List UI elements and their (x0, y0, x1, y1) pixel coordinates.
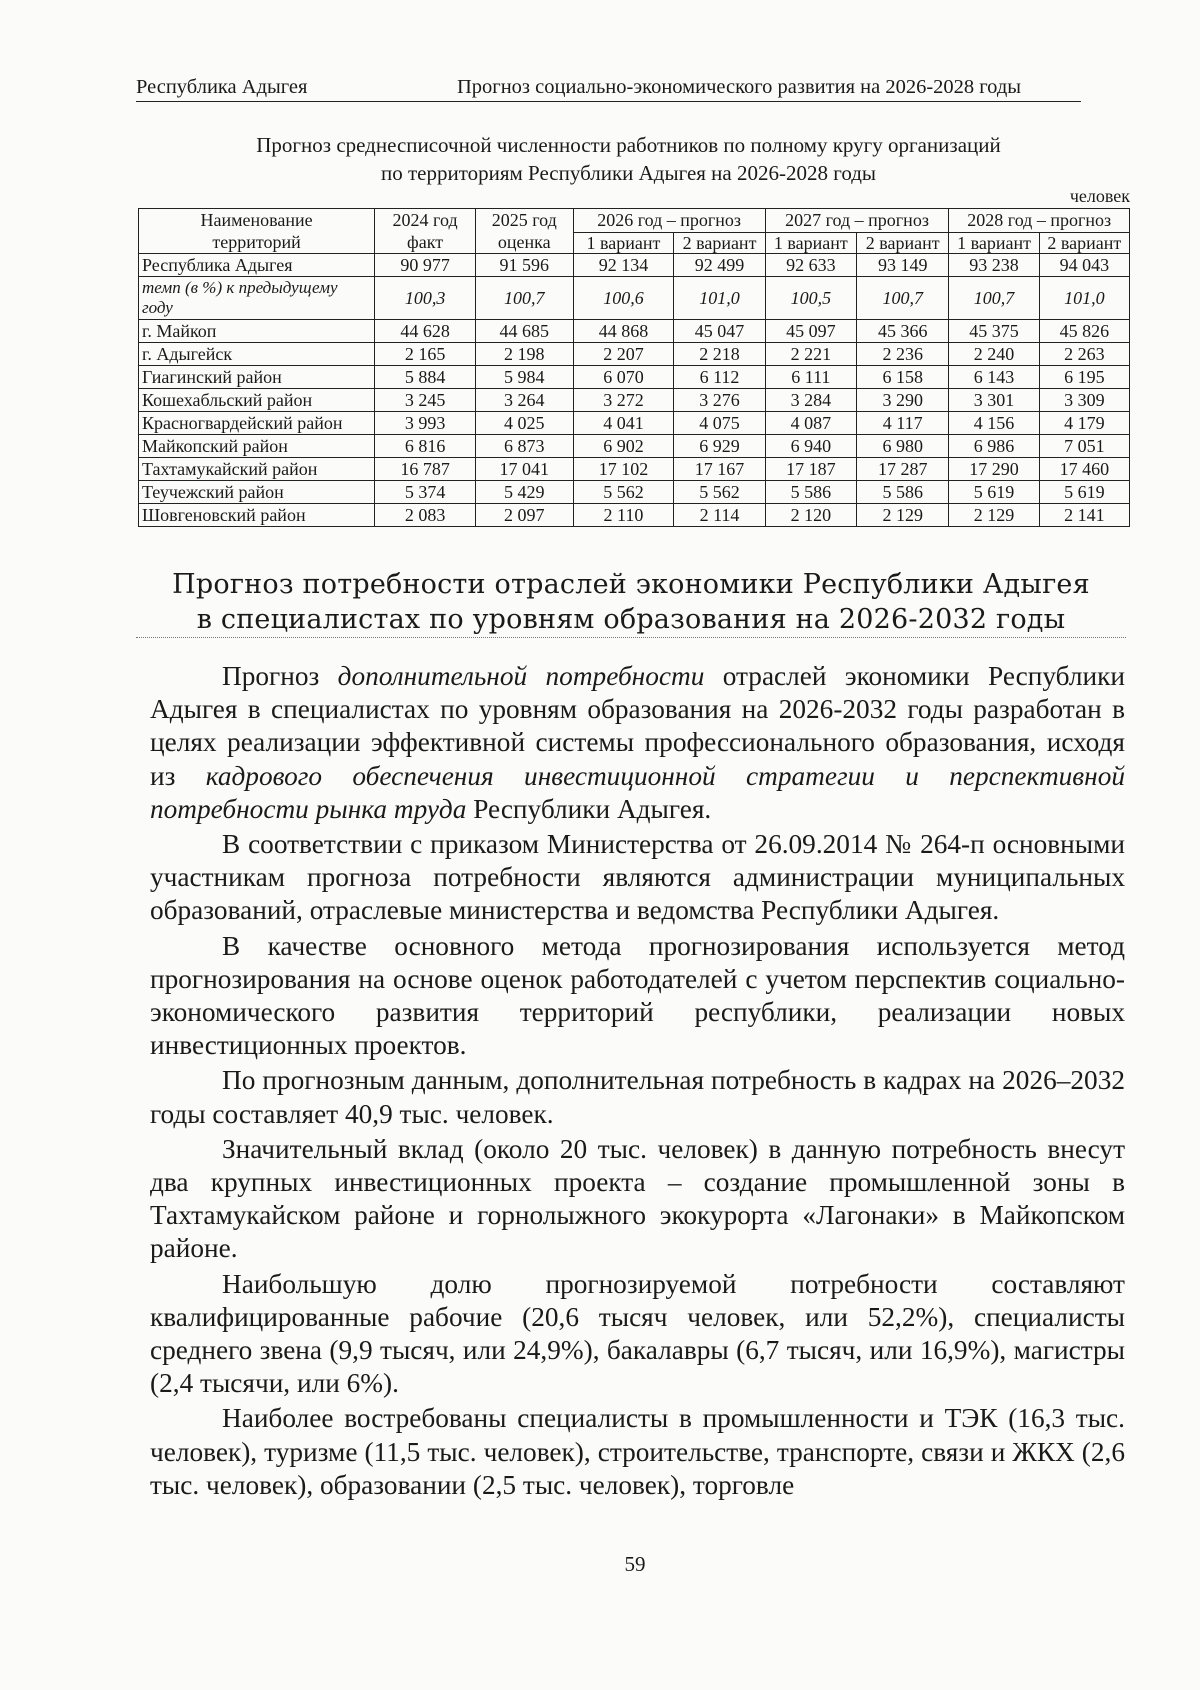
col-header-2027-v1: 1 вариант (765, 232, 856, 253)
value-cell: 100,7 (949, 277, 1039, 320)
table-caption-line2: по территориям Республики Адыгея на 2026-2028 годы (380, 161, 877, 185)
value-cell: 6 158 (857, 366, 949, 389)
value-cell: 6 980 (857, 435, 949, 458)
value-cell: 17 287 (857, 458, 949, 481)
p1-text-c: Республики Адыгея. (466, 793, 712, 824)
value-cell: 91 596 (475, 254, 573, 277)
value-cell: 2 129 (857, 504, 949, 527)
table-row (139, 412, 1130, 435)
value-cell: 100,3 (375, 277, 476, 320)
value-cell: 5 586 (765, 481, 856, 504)
col-header-2026: 2026 год – прогноз (573, 209, 765, 233)
value-cell: 2 097 (475, 504, 573, 527)
value-cell: 93 149 (857, 254, 949, 277)
table-row (139, 481, 1130, 504)
value-cell: 45 826 (1039, 320, 1129, 343)
col-header-2026-v1: 1 вариант (573, 232, 674, 253)
value-cell: 5 884 (375, 366, 476, 389)
table-unit: человек (1069, 186, 1130, 206)
value-cell: 100,5 (765, 277, 856, 320)
value-cell: 17 041 (475, 458, 573, 481)
col-header-territory-line2: территорий (212, 232, 301, 252)
territory-name-cell: Гиагинский район (139, 366, 375, 389)
col-header-2024-line1: 2024 год (392, 210, 458, 230)
value-cell: 3 272 (573, 389, 674, 412)
value-cell: 5 586 (857, 481, 949, 504)
workers-forecast-table (138, 208, 1130, 527)
value-cell: 4 075 (674, 412, 765, 435)
table-row (139, 458, 1130, 481)
value-cell: 3 284 (765, 389, 856, 412)
value-cell: 2 236 (857, 343, 949, 366)
table-row (139, 366, 1130, 389)
col-header-2025 (475, 209, 573, 254)
header-document-title: Прогноз социально-экономического развития на 2026-2028 годы (457, 76, 1022, 98)
value-cell: 94 043 (1039, 254, 1129, 277)
value-cell: 3 245 (375, 389, 476, 412)
section-divider (136, 637, 1126, 638)
value-cell: 5 374 (375, 481, 476, 504)
value-cell: 44 868 (573, 320, 674, 343)
col-header-2028: 2028 год – прогноз (949, 209, 1130, 233)
paragraph-5: Значительный вклад (около 20 тыс. человек) в данную потребность внесут два крупных инвестиционных проекта – создание промышленной зоны в Тахтамукайском районе и горнолыжного экокурорта «Лагонаки» в Майкопском районе. (150, 1133, 1125, 1264)
value-cell: 17 460 (1039, 458, 1129, 481)
value-cell: 16 787 (375, 458, 476, 481)
value-cell: 2 110 (573, 504, 674, 527)
value-cell: 2 114 (674, 504, 765, 527)
territory-name-cell: Майкопский район (139, 435, 375, 458)
territory-name-cell: Шовгеновский район (139, 504, 375, 527)
value-cell: 6 111 (765, 366, 856, 389)
value-cell: 6 986 (949, 435, 1039, 458)
value-cell: 44 685 (475, 320, 573, 343)
p1-emphasis-2: кадрового обеспечения инвестиционной стратегии и перспективной потребности рынка труда (150, 760, 1125, 824)
col-header-2028-v1: 1 вариант (949, 232, 1039, 253)
value-cell: 2 165 (375, 343, 476, 366)
value-cell: 2 120 (765, 504, 856, 527)
value-cell: 45 047 (674, 320, 765, 343)
section-title-line2: в специалистах по уровням образования на 2026-2032 годы (196, 604, 1066, 635)
value-cell: 17 102 (573, 458, 674, 481)
value-cell: 2 221 (765, 343, 856, 366)
value-cell: 2 198 (475, 343, 573, 366)
value-cell: 100,7 (475, 277, 573, 320)
table-row (139, 254, 1130, 277)
value-cell: 92 134 (573, 254, 674, 277)
value-cell: 6 195 (1039, 366, 1129, 389)
col-header-2027: 2027 год – прогноз (765, 209, 949, 233)
value-cell: 100,7 (857, 277, 949, 320)
col-header-2024 (375, 209, 476, 254)
paragraph-6: Наибольшую долю прогнозируемой потребности составляют квалифицированные рабочие (20,6 тысяч человек, или 52,2%), специалисты среднего звена (9,9 тысяч, или 24,9%), бакалавры (6,7 тысяч, или 16,9%), магистры (2,4 тысячи, или 6%). (150, 1268, 1125, 1399)
value-cell: 2 263 (1039, 343, 1129, 366)
col-header-2027-v2: 2 вариант (857, 232, 949, 253)
body-text (150, 660, 1125, 1502)
value-cell: 2 207 (573, 343, 674, 366)
value-cell: 6 940 (765, 435, 856, 458)
value-cell: 2 083 (375, 504, 476, 527)
table-caption-line1: Прогноз среднесписочной численности работников по полному кругу организаций (256, 133, 1001, 157)
table-row (139, 277, 1130, 320)
page-number: 59 (624, 1552, 646, 1576)
territory-name-cell: Теучежский район (139, 481, 375, 504)
value-cell: 3 301 (949, 389, 1039, 412)
value-cell: 92 633 (765, 254, 856, 277)
value-cell: 4 087 (765, 412, 856, 435)
table-row (139, 320, 1130, 343)
territory-name-cell: Республика Адыгея (139, 254, 375, 277)
section-title-line1: Прогноз потребности отраслей экономики Республики Адыгея (172, 569, 1090, 600)
paragraph-1 (150, 660, 1125, 826)
section-title (136, 567, 1126, 637)
table-header (139, 209, 1130, 254)
table-row (139, 389, 1130, 412)
col-header-territory-line1: Наименование (200, 210, 313, 230)
territory-name-cell: Красногвардейский район (139, 412, 375, 435)
p1-text-a: Прогноз (222, 661, 338, 691)
value-cell: 5 429 (475, 481, 573, 504)
value-cell: 45 375 (949, 320, 1039, 343)
value-cell: 6 143 (949, 366, 1039, 389)
value-cell: 6 929 (674, 435, 765, 458)
value-cell: 3 290 (857, 389, 949, 412)
value-cell: 5 619 (949, 481, 1039, 504)
table-row (139, 504, 1130, 527)
col-header-2025-line2: оценка (497, 232, 551, 252)
paragraph-7: Наиболее востребованы специалисты в промышленности и ТЭК (16,3 тыс. человек), туризме (11,5 тыс. человек), строительстве, транспорте, связи и ЖКХ (2,6 тыс. человек), образовании (2,5 тыс. человек), торговле (150, 1403, 1125, 1500)
value-cell: 2 218 (674, 343, 765, 366)
value-cell: 4 025 (475, 412, 573, 435)
territory-name-cell: Кошехабльский район (139, 389, 375, 412)
col-header-territory (139, 209, 375, 254)
value-cell: 90 977 (375, 254, 476, 277)
value-cell: 4 179 (1039, 412, 1129, 435)
value-cell: 44 628 (375, 320, 476, 343)
value-cell: 17 187 (765, 458, 856, 481)
value-cell: 3 276 (674, 389, 765, 412)
value-cell: 6 070 (573, 366, 674, 389)
value-cell: 4 156 (949, 412, 1039, 435)
p1-text-b: отраслей экономики Республики Адыгея в специалистах по уровням образования на 2026-2032 годы разработан в целях реализации эффективной системы профессионального образования, исходя из (150, 661, 1125, 791)
value-cell: 101,0 (674, 277, 765, 320)
value-cell: 2 141 (1039, 504, 1129, 527)
value-cell: 6 902 (573, 435, 674, 458)
value-cell: 92 499 (674, 254, 765, 277)
paragraph-2: В соответствии с приказом Министерства от 26.09.2014 № 264-п основными участникам прогноза потребности являются администрации муниципальных образований, отраслевые министерства и ведомства Республики Адыгея. (150, 829, 1125, 926)
value-cell: 6 112 (674, 366, 765, 389)
territory-name-cell: темп (в %) к предыдущему году (139, 277, 375, 320)
value-cell: 17 290 (949, 458, 1039, 481)
territory-name-cell: Тахтамукайский район (139, 458, 375, 481)
table-row (139, 435, 1130, 458)
value-cell: 5 619 (1039, 481, 1129, 504)
value-cell: 6 816 (375, 435, 476, 458)
value-cell: 101,0 (1039, 277, 1129, 320)
col-header-2024-line2: факт (407, 232, 444, 252)
value-cell: 45 097 (765, 320, 856, 343)
value-cell: 4 041 (573, 412, 674, 435)
value-cell: 4 117 (857, 412, 949, 435)
value-cell: 45 366 (857, 320, 949, 343)
col-header-2028-v2: 2 вариант (1039, 232, 1129, 253)
value-cell: 2 240 (949, 343, 1039, 366)
value-cell: 5 562 (573, 481, 674, 504)
value-cell: 3 264 (475, 389, 573, 412)
running-header (136, 74, 1081, 102)
paragraph-4: По прогнозным данным, дополнительная потребность в кадрах на 2026–2032 годы составляет 40,9 тыс. человек. (150, 1065, 1125, 1129)
header-region: Республика Адыгея (136, 76, 308, 98)
value-cell: 5 984 (475, 366, 573, 389)
paragraph-3: В качестве основного метода прогнозирования используется метод прогнозирования на основе оценок работодателей с учетом перспектив социально-экономического развития территорий республики, реализации новых инвестиционных проектов. (150, 930, 1125, 1061)
value-cell: 100,6 (573, 277, 674, 320)
value-cell: 2 129 (949, 504, 1039, 527)
table-body (139, 254, 1130, 527)
territory-name-cell: г. Майкоп (139, 320, 375, 343)
value-cell: 5 562 (674, 481, 765, 504)
value-cell: 93 238 (949, 254, 1039, 277)
table-caption (136, 131, 1121, 187)
value-cell: 17 167 (674, 458, 765, 481)
p1-emphasis-1: дополнительной потребности (337, 661, 705, 691)
territory-name-cell: г. Адыгейск (139, 343, 375, 366)
value-cell: 6 873 (475, 435, 573, 458)
value-cell: 3 993 (375, 412, 476, 435)
value-cell: 3 309 (1039, 389, 1129, 412)
table-row (139, 343, 1130, 366)
col-header-2026-v2: 2 вариант (674, 232, 765, 253)
value-cell: 7 051 (1039, 435, 1129, 458)
col-header-2025-line1: 2025 год (491, 210, 557, 230)
